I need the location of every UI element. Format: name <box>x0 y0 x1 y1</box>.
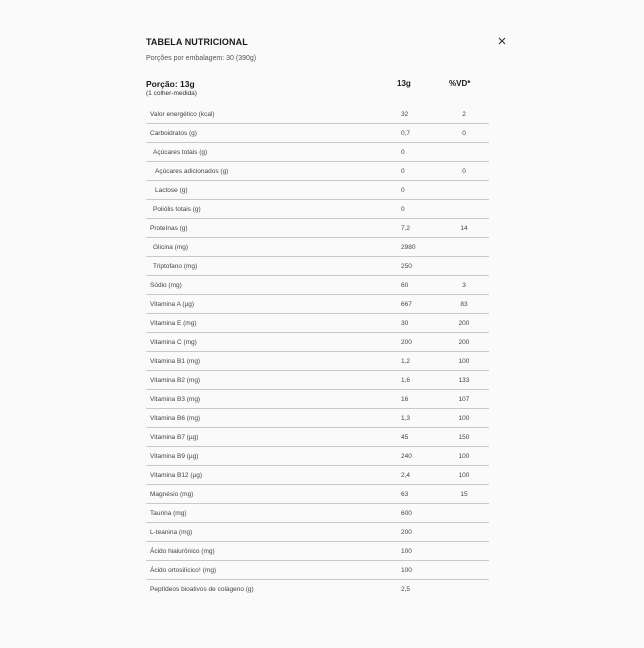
nutrient-name: Vitamina B6 (mg) <box>150 415 201 422</box>
table-row <box>146 295 489 314</box>
nutrient-daily-value: 100 <box>458 472 470 479</box>
table-row <box>146 276 489 295</box>
nutrient-daily-value: 133 <box>458 377 470 384</box>
nutrient-amount: 240 <box>401 453 412 460</box>
nutrient-amount: 2980 <box>401 244 416 251</box>
nutrient-daily-value: 100 <box>458 358 470 365</box>
nutrient-name: Poliólis totais (g) <box>153 206 201 213</box>
nutrient-daily-value: 0 <box>462 168 466 175</box>
nutrient-daily-value: 83 <box>460 301 468 308</box>
table-row <box>146 200 489 219</box>
nutrient-amount: 200 <box>401 529 412 536</box>
nutrient-amount: 100 <box>401 567 412 574</box>
nutrient-amount: 16 <box>401 396 409 403</box>
nutrient-amount: 1,6 <box>401 377 411 384</box>
nutrient-name: Vitamina B7 (µg) <box>150 434 199 441</box>
table-row <box>146 105 489 124</box>
nutrient-name: Ácido hialurônico (mg) <box>150 548 215 555</box>
portion-label: Porção: 13g <box>146 79 195 89</box>
nutrient-daily-value: 2 <box>462 111 466 118</box>
nutrient-name: Vitamina B12 (µg) <box>150 472 203 479</box>
nutrient-amount: 200 <box>401 339 412 346</box>
nutrient-name: Vitamina B2 (mg) <box>150 377 201 384</box>
nutrient-amount: 45 <box>401 434 409 441</box>
nutrient-amount: 1,2 <box>401 358 411 365</box>
table-row <box>146 390 489 409</box>
nutrient-name: Proteínas (g) <box>150 225 188 232</box>
table-row <box>146 409 489 428</box>
table-row <box>146 561 489 580</box>
column-header-daily-value: %VD* <box>449 79 471 88</box>
nutrient-name: Sódio (mg) <box>150 282 182 289</box>
nutrient-amount: 2,5 <box>401 586 411 593</box>
close-button[interactable] <box>495 34 509 48</box>
nutrient-name: Carboidratos (g) <box>150 130 197 137</box>
close-icon <box>495 34 509 48</box>
table-row <box>146 314 489 333</box>
nutrient-name: Vitamina A (µg) <box>150 301 195 308</box>
nutrient-name: Açúcares adicionados (g) <box>155 168 229 175</box>
nutrient-name: Peptídeos bioativos de colágeno (g) <box>150 586 254 593</box>
nutrient-amount: 60 <box>401 282 409 289</box>
nutrient-daily-value: 15 <box>460 491 468 498</box>
nutrient-daily-value: 100 <box>458 415 470 422</box>
nutrient-amount: 0 <box>401 168 405 175</box>
table-header <box>146 79 489 103</box>
nutrient-name: Glicina (mg) <box>153 244 189 251</box>
nutrient-name: L-teanina (mg) <box>150 529 193 536</box>
nutrient-amount: 30 <box>401 320 409 327</box>
nutrient-daily-value: 107 <box>458 396 470 403</box>
nutrient-amount: 63 <box>401 491 409 498</box>
table-row <box>146 447 489 466</box>
nutrient-name: Lactose (g) <box>155 187 188 194</box>
nutrient-name: Vitamina B1 (mg) <box>150 358 201 365</box>
nutrient-amount: 667 <box>401 301 412 308</box>
nutrient-daily-value: 150 <box>458 434 470 441</box>
nutrient-name: Vitamina C (mg) <box>150 339 197 346</box>
nutrient-amount: 7,2 <box>401 225 411 232</box>
table-row <box>146 523 489 542</box>
table-row <box>146 162 489 181</box>
nutrient-name: Ácido ortosilícico¹ (mg) <box>150 567 217 574</box>
nutrient-name: Valor energético (kcal) <box>150 111 215 118</box>
nutrient-daily-value: 100 <box>458 453 470 460</box>
nutrient-name: Vitamina B9 (µg) <box>150 453 199 460</box>
table-row <box>146 257 489 276</box>
table-row <box>146 238 489 257</box>
table-row <box>146 542 489 561</box>
nutrient-amount: 0 <box>401 187 405 194</box>
nutrient-daily-value: 200 <box>458 339 470 346</box>
nutrient-name: Vitamina B3 (mg) <box>150 396 201 403</box>
nutrient-daily-value: 14 <box>460 225 468 232</box>
nutrient-daily-value: 3 <box>462 282 466 289</box>
nutrient-name: Açúcares totais (g) <box>153 149 208 156</box>
nutrient-name: Taurina (mg) <box>150 510 187 517</box>
nutrient-amount: 0 <box>401 149 405 156</box>
nutrient-amount: 1,3 <box>401 415 411 422</box>
nutrient-amount: 100 <box>401 548 412 555</box>
table-row <box>146 143 489 162</box>
portion-sublabel: (1 colher-medida) <box>146 90 197 97</box>
nutrient-amount: 250 <box>401 263 412 270</box>
nutrient-amount: 0 <box>401 206 405 213</box>
table-row <box>146 124 489 143</box>
nutrient-amount: 32 <box>401 111 409 118</box>
nutrient-amount: 600 <box>401 510 412 517</box>
table-row <box>146 428 489 447</box>
modal-title: TABELA NUTRICIONAL <box>146 37 248 47</box>
nutrient-daily-value: 200 <box>458 320 470 327</box>
table-row <box>146 580 489 598</box>
table-row <box>146 333 489 352</box>
table-row <box>146 504 489 523</box>
table-row <box>146 485 489 504</box>
table-row <box>146 352 489 371</box>
servings-per-package: Porções por embalagem: 30 (390g) <box>146 55 257 62</box>
table-row <box>146 219 489 238</box>
table-row <box>146 466 489 485</box>
nutrient-name: Triptofano (mg) <box>153 263 198 270</box>
nutrition-table <box>146 105 489 598</box>
nutrient-amount: 0,7 <box>401 130 411 137</box>
nutrient-daily-value: 0 <box>462 130 466 137</box>
table-row <box>146 181 489 200</box>
column-header-portion: 13g <box>397 79 411 88</box>
table-row <box>146 371 489 390</box>
nutrient-name: Magnésio (mg) <box>150 491 194 498</box>
nutrient-amount: 2,4 <box>401 472 411 479</box>
nutrient-name: Vitamina E (mg) <box>150 320 197 327</box>
